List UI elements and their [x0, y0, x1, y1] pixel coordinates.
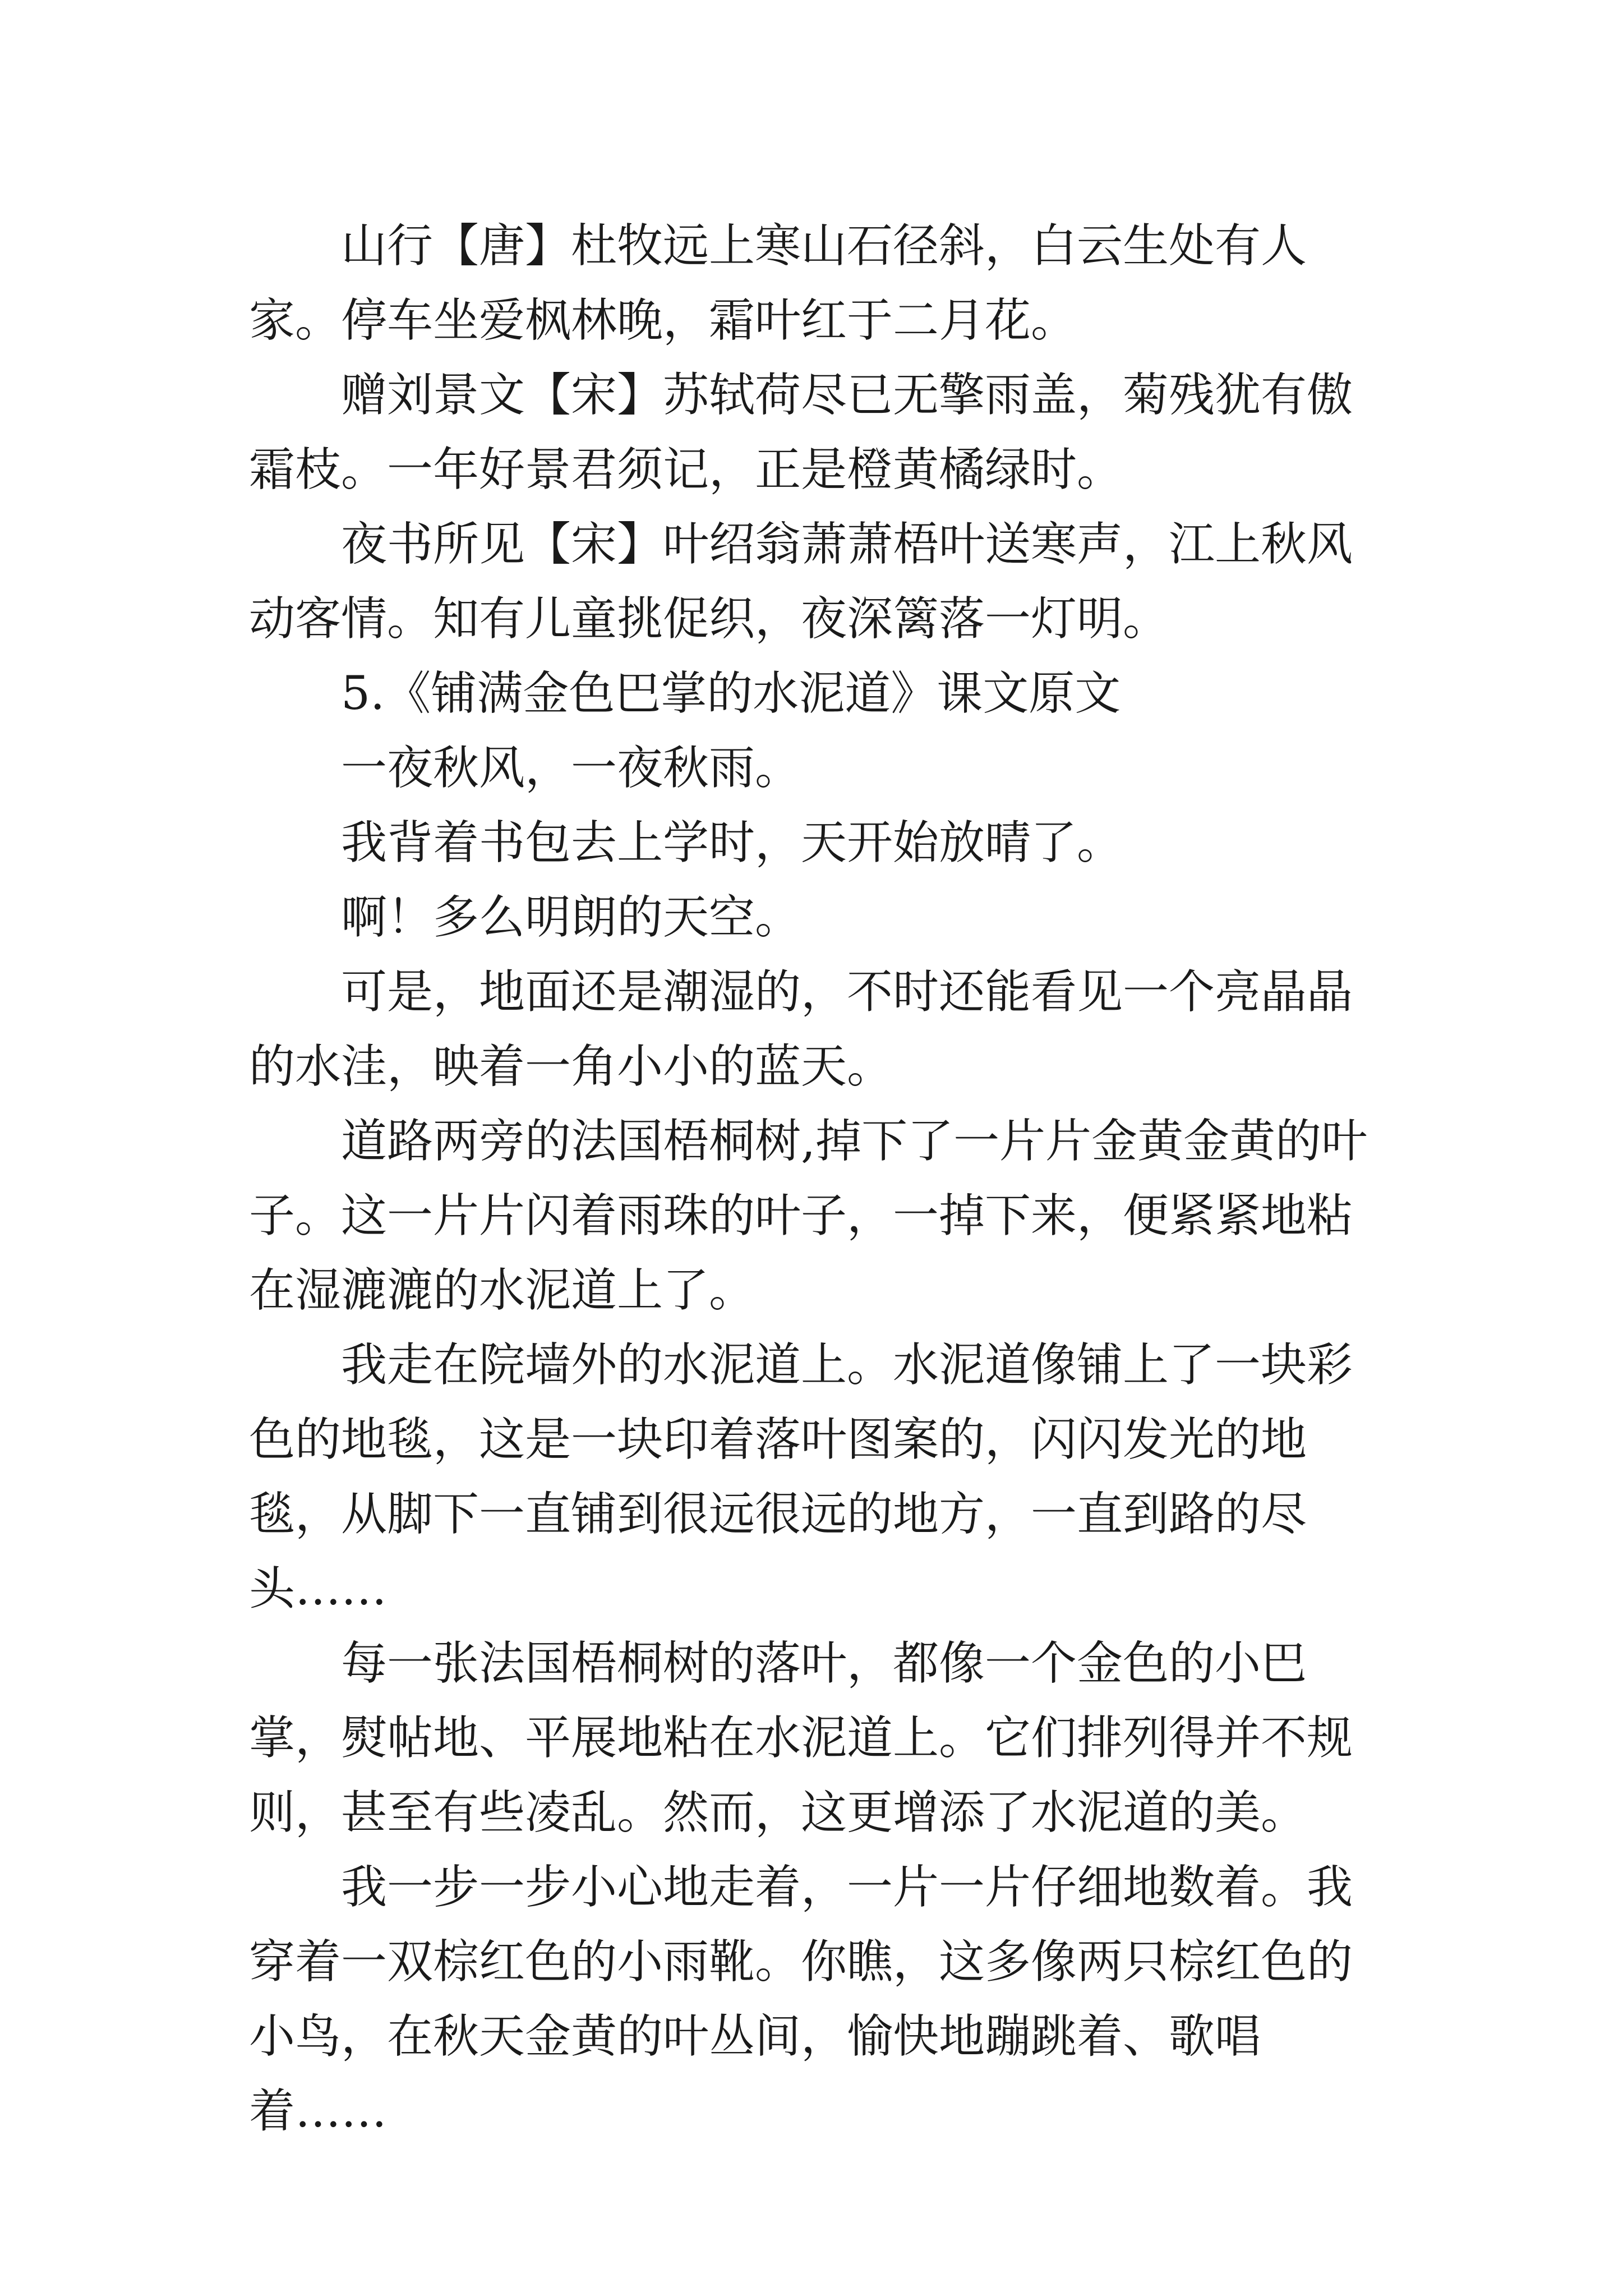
paragraph-poem-zengliujingwen: 赠刘景文【宋】苏轼荷尽已无擎雨盖，菊残犹有傲霜枝。一年好景君须记，正是橙黄橘绿时。: [249, 369, 1353, 496]
paragraph-text: 我一步一步小心地走着，一片一片仔细地数着。我穿着一双棕红色的小雨靴。你瞧，这多像两只棕红色的小鸟，在秋天金黄的叶丛间，愉快地蹦跳着、歌唱着……: [249, 1861, 1353, 2138]
section-heading-lesson-5: 5.《铺满金色巴掌的水泥道》课文原文: [341, 667, 1121, 720]
paragraph-text: 啊！多么明朗的天空。: [341, 891, 801, 944]
paragraph-text: 每一张法国梧桐树的落叶，都像一个金色的小巴掌，熨帖地、平展地粘在水泥道上。它们排列得并不规则，甚至有些凌乱。然而，这更增添了水泥道的美。: [249, 1637, 1353, 1839]
paragraph-text: 我走在院墙外的水泥道上。水泥道像铺上了一块彩色的地毯，这是一块印着落叶图案的，闪闪发光的地毯，从脚下一直铺到很远很远的地方，一直到路的尽头……: [249, 1338, 1353, 1616]
paragraph-text: 我背着书包去上学时，天开始放晴了。: [341, 816, 1123, 869]
document-body: [249, 209, 1387, 2148]
paragraph-poem-shanxing: 山行【唐】杜牧远上寒山石径斜，白云生处有人家。停车坐爱枫林晚，霜叶红于二月花。: [249, 219, 1307, 347]
paragraph-text: 一夜秋风，一夜秋雨。: [341, 742, 801, 795]
paragraph-text: 可是，地面还是潮湿的，不时还能看见一个亮晶晶的水洼，映着一角小小的蓝天。: [249, 965, 1353, 1093]
paragraph-poem-yeshusuojian: 夜书所见【宋】叶绍翁萧萧梧叶送寒声，江上秋风动客情。知有儿童挑促织，夜深篱落一灯明。: [249, 518, 1353, 646]
paragraph-text: 道路两旁的法国梧桐树,掉下了一片片金黄金黄的叶子。这一片片闪着雨珠的叶子，一掉下来，便紧紧地粘在湿漉漉的水泥道上了。: [249, 1115, 1368, 1317]
